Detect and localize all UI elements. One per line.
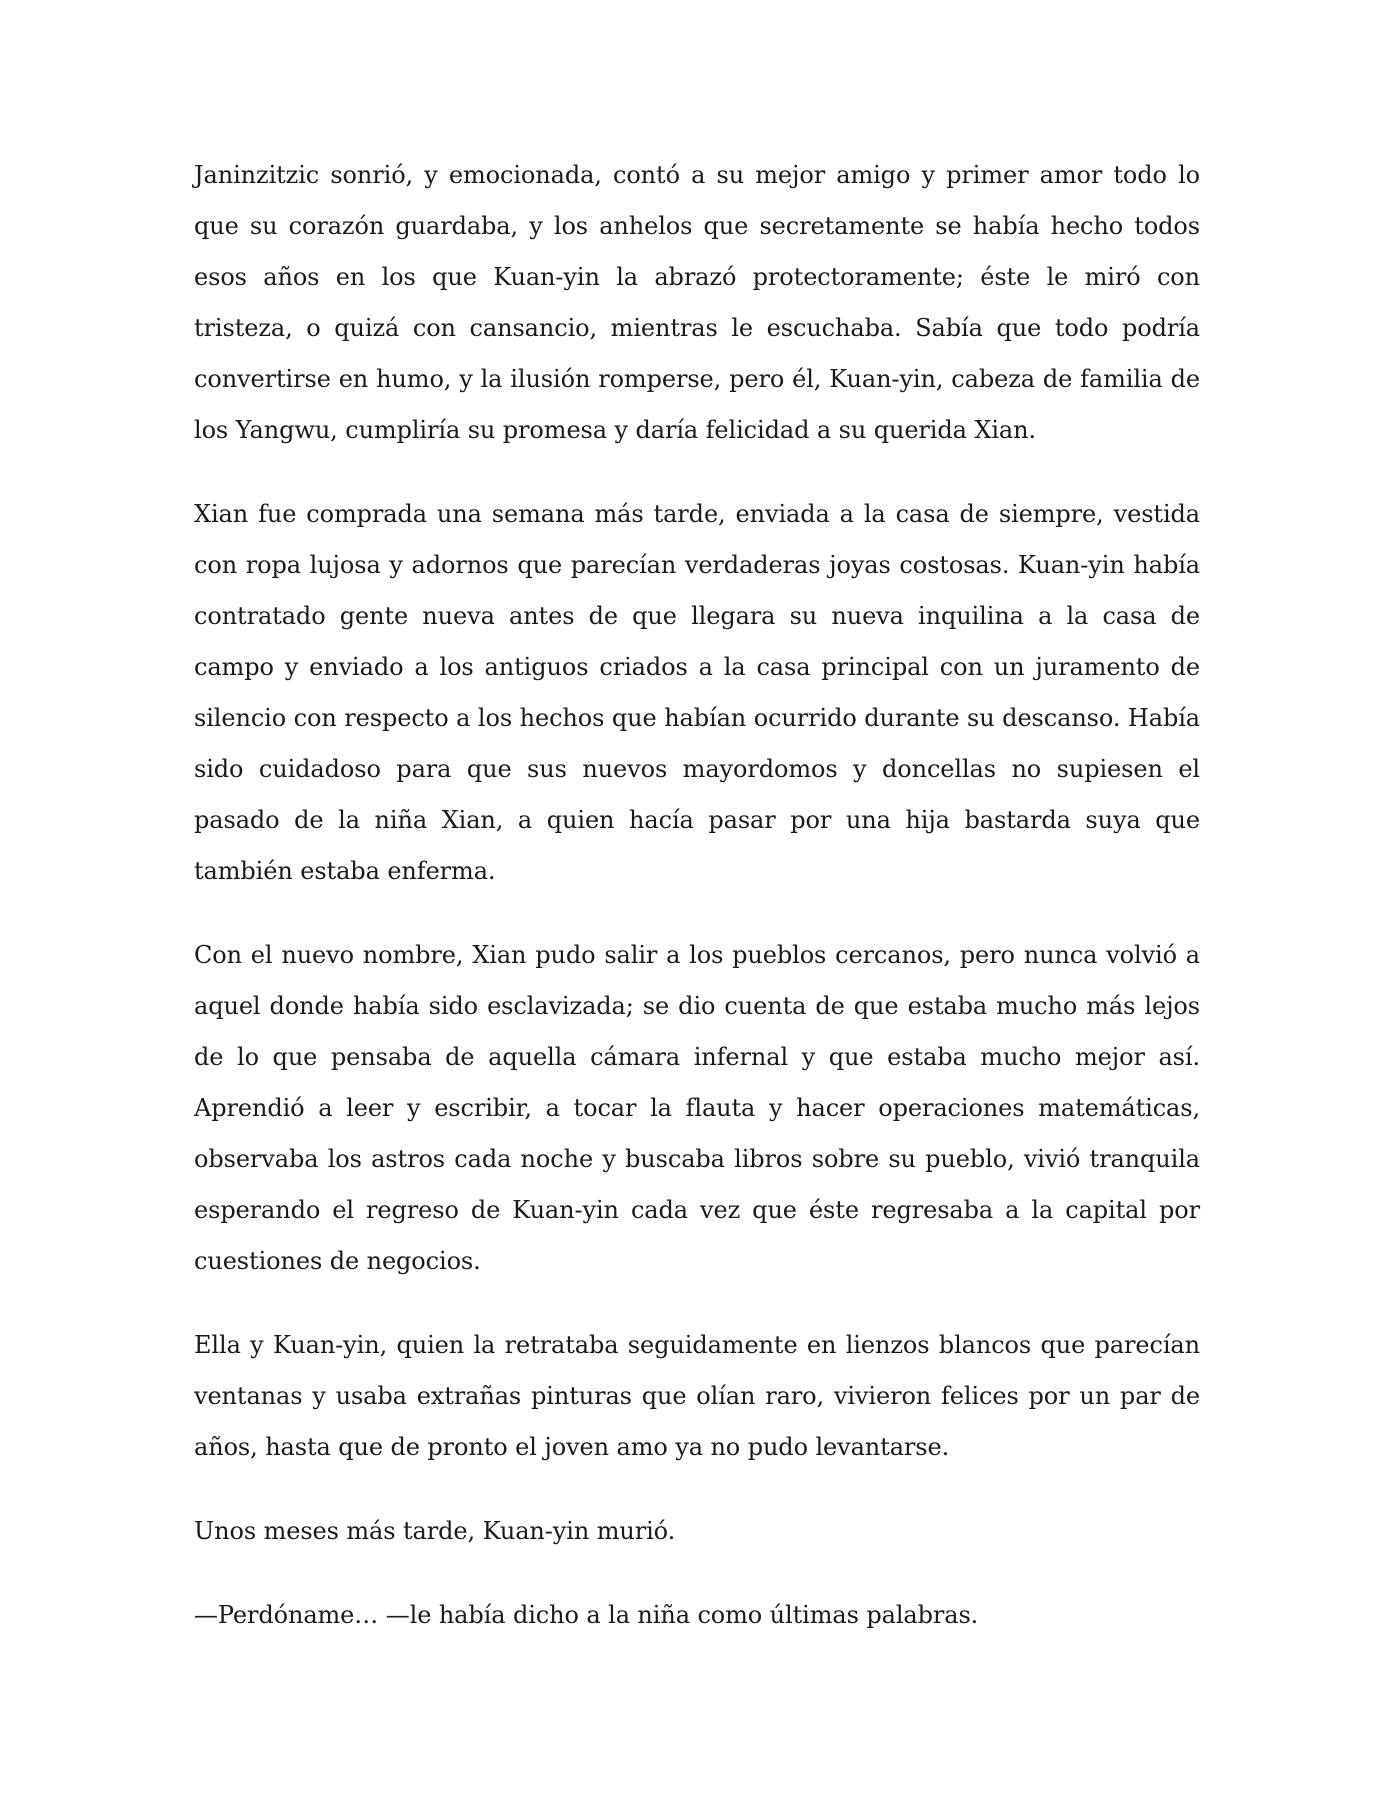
body-text — [194, 150, 1200, 1674]
paragraph-2: Xian fue comprada una semana más tarde, enviada a la casa de siempre, vestida con ropa lujosa y adornos que parecían verdaderas joyas costosas. Kuan-yin había contratado gente nueva antes de que llegara su nueva inquilina a la casa de campo y enviado a los antiguos criados a la casa principal con un juramento de silencio con respecto a los hechos que habían ocurrido durante su descanso. Había sido cuidadoso para que sus nuevos mayordomos y doncellas no supiesen el pasado de la niña Xian, a quien hacía pasar por una hija bastarda suya que también estaba enferma. — [194, 500, 1200, 885]
paragraph-5: Unos meses más tarde, Kuan-yin murió. — [194, 1517, 676, 1545]
paragraph-6: —Perdóname… —le había dicho a la niña como últimas palabras. — [194, 1601, 979, 1629]
paragraph-4: Ella y Kuan-yin, quien la retrataba seguidamente en lienzos blancos que parecían ventanas y usaba extrañas pinturas que olían raro, vivieron felices por un par de años, hasta que de pronto el joven amo ya no pudo levantarse. — [194, 1331, 1200, 1461]
paragraph-1: Janinzitzic sonrió, y emocionada, contó a su mejor amigo y primer amor todo lo que su corazón guardaba, y los anhelos que secretamente se había hecho todos esos años en los que Kuan-yin la abrazó protectoramente; éste le miró con tristeza, o quizá con cansancio, mientras le escuchaba. Sabía que todo podría convertirse en humo, y la ilusión romperse, pero él, Kuan-yin, cabeza de familia de los Yangwu, cumpliría su promesa y daría felicidad a su querida Xian. — [194, 161, 1200, 444]
paragraph-3: Con el nuevo nombre, Xian pudo salir a los pueblos cercanos, pero nunca volvió a aquel donde había sido esclavizada; se dio cuenta de que estaba mucho más lejos de lo que pensaba de aquella cámara infernal y que estaba mucho mejor así. Aprendió a leer y escribir, a tocar la flauta y hacer operaciones matemáticas, observaba los astros cada noche y buscaba libros sobre su pueblo, vivió tranquila esperando el regreso de Kuan-yin cada vez que éste regresaba a la capital por cuestiones de negocios. — [194, 941, 1200, 1275]
